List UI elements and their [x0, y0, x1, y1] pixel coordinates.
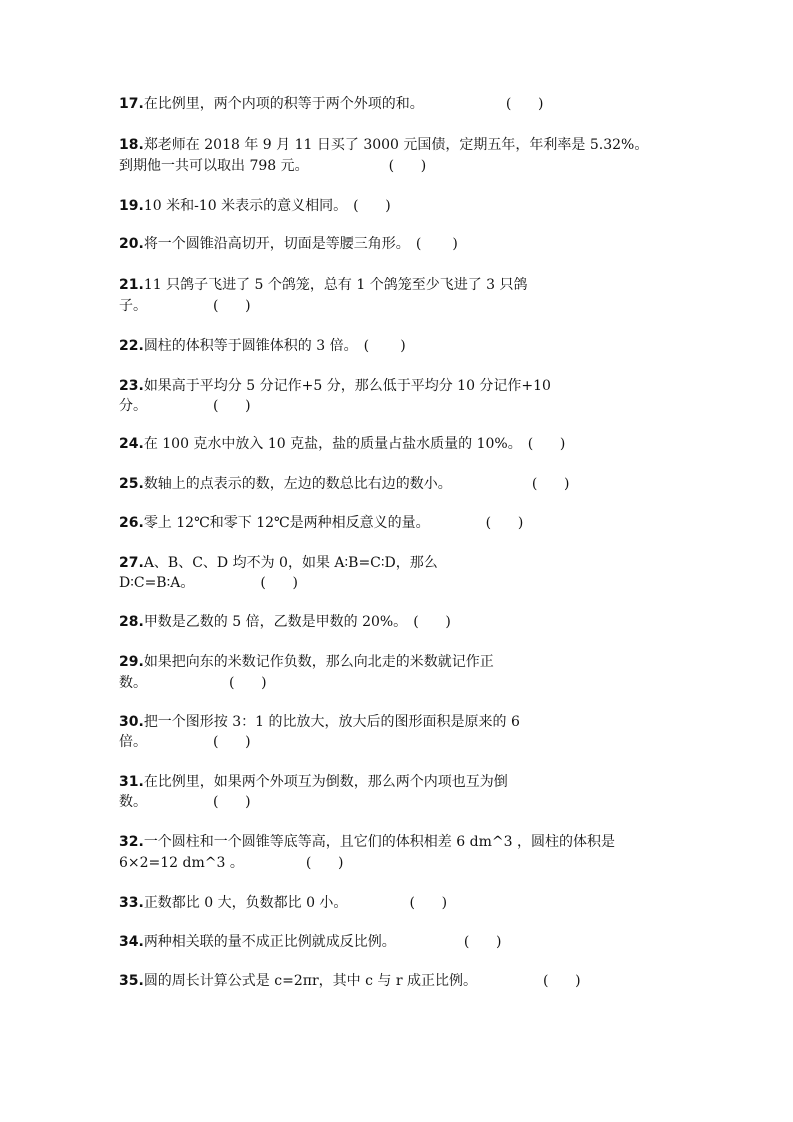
- question-number: 26.: [119, 515, 144, 531]
- answer-blank[interactable]: ( ): [413, 614, 451, 630]
- question-18: [119, 135, 648, 156]
- answer-blank[interactable]: ( ): [463, 934, 502, 950]
- question-26: [119, 513, 523, 534]
- question-number: 28.: [119, 614, 144, 630]
- question-text: 如果把向东的米数记作负数，那么向北走的米数就记作正: [143, 654, 494, 670]
- question-34: [119, 932, 501, 953]
- question-text: 把一个图形按 3：1 的比放大，放大后的图形面积是原来的 6: [143, 714, 520, 730]
- question-number: 21.: [119, 277, 144, 293]
- question-text: 倍。: [119, 734, 147, 750]
- question-number: 19.: [119, 198, 144, 214]
- answer-blank[interactable]: ( ): [213, 794, 251, 810]
- answer-blank[interactable]: ( ): [485, 515, 524, 531]
- answer-blank[interactable]: ( ): [229, 675, 267, 691]
- question-21: [119, 275, 528, 296]
- question-number: 34.: [119, 934, 144, 950]
- answer-blank[interactable]: ( ): [527, 436, 566, 452]
- question-29-line-2: [119, 673, 267, 694]
- answer-blank[interactable]: ( ): [260, 575, 298, 591]
- question-number: 25.: [119, 476, 144, 492]
- question-number: 22.: [119, 338, 144, 354]
- answer-blank[interactable]: ( ): [531, 476, 570, 492]
- question-text: 数。: [119, 794, 147, 810]
- question-35: [119, 971, 581, 992]
- question-28: [119, 612, 451, 633]
- question-text: D∶C=B∶A。: [119, 575, 195, 591]
- question-text: 子。: [119, 298, 147, 314]
- question-text: 在 100 克水中放入 10 克盐，盐的质量占盐水质量的 10%。: [143, 436, 522, 452]
- question-32: [119, 832, 615, 853]
- question-25: [119, 474, 569, 495]
- question-21-line-2: [119, 296, 251, 317]
- question-text: 数轴上的点表示的数，左边的数总比右边的数小。: [143, 476, 452, 492]
- question-text: 将一个圆锥沿高切开，切面是等腰三角形。: [143, 236, 410, 252]
- question-text: 圆的周长计算公式是 c=2πr，其中 c 与 r 成正比例。: [143, 973, 477, 989]
- question-number: 23.: [119, 378, 144, 394]
- question-22: [119, 336, 406, 357]
- question-text: 正数都比 0 大，负数都比 0 小。: [143, 895, 348, 911]
- answer-blank[interactable]: ( ): [542, 973, 581, 989]
- question-number: 24.: [119, 436, 144, 452]
- question-text: 到期他一共可以取出 798 元。: [119, 158, 309, 174]
- question-number: 33.: [119, 895, 144, 911]
- question-text: 数。: [119, 675, 147, 691]
- question-number: 20.: [119, 236, 144, 252]
- question-number: 18.: [119, 137, 144, 153]
- question-number: 27.: [119, 555, 144, 571]
- question-17: [119, 94, 543, 115]
- question-31-line-2: [119, 792, 251, 813]
- question-30: [119, 712, 520, 733]
- question-text: 如果高于平均分 5 分记作+5 分，那么低于平均分 10 分记作+10: [143, 378, 551, 394]
- question-23-line-2: [119, 396, 251, 417]
- question-27: [119, 553, 438, 574]
- answer-blank[interactable]: ( ): [213, 398, 251, 414]
- question-text: 圆柱的体积等于圆锥体积的 3 倍。: [143, 338, 358, 354]
- answer-blank[interactable]: ( ): [213, 734, 251, 750]
- question-29: [119, 652, 494, 673]
- question-31: [119, 772, 508, 793]
- question-text: 10 米和-10 米表示的意义相同。: [143, 198, 348, 214]
- question-text: 甲数是乙数的 5 倍，乙数是甲数的 20%。: [143, 614, 408, 630]
- question-text: 零上 12℃和零下 12℃是两种相反意义的量。: [143, 515, 430, 531]
- question-text: 11 只鸽子飞进了 5 个鸽笼，总有 1 个鸽笼至少飞进了 3 只鸽: [143, 277, 528, 293]
- answer-blank[interactable]: ( ): [213, 298, 251, 314]
- question-32-line-2: [119, 853, 344, 874]
- question-text: A、B、C、D 均不为 0，如果 A∶B=C∶D，那么: [143, 555, 438, 571]
- question-text: 6×2=12 dm^3 。: [119, 855, 244, 871]
- question-number: 32.: [119, 834, 144, 850]
- question-19: [119, 196, 391, 217]
- question-text: 一个圆柱和一个圆锥等底等高，且它们的体积相差 6 dm^3 ，圆柱的体积是: [143, 834, 615, 850]
- question-number: 31.: [119, 774, 144, 790]
- answer-blank[interactable]: ( ): [409, 895, 448, 911]
- question-20: [119, 234, 458, 255]
- question-text: 两种相关联的量不成正比例就成反比例。: [143, 934, 396, 950]
- question-text: 在比例里，如果两个外项互为倒数，那么两个内项也互为倒: [143, 774, 508, 790]
- answer-blank[interactable]: ( ): [363, 338, 406, 354]
- answer-blank[interactable]: ( ): [415, 236, 458, 252]
- question-number: 30.: [119, 714, 144, 730]
- answer-blank[interactable]: ( ): [305, 855, 344, 871]
- question-27-line-2: [119, 573, 298, 594]
- question-text: 在比例里，两个内项的积等于两个外项的和。: [143, 96, 424, 112]
- question-33: [119, 893, 447, 914]
- question-number: 35.: [119, 973, 144, 989]
- answer-blank[interactable]: ( ): [388, 158, 427, 174]
- question-18-line-2: [119, 156, 426, 177]
- question-text: 郑老师在 2018 年 9 月 11 日买了 3000 元国债，定期五年，年利率是 5.32%。: [143, 137, 649, 153]
- question-30-line-2: [119, 732, 251, 753]
- answer-blank[interactable]: ( ): [505, 96, 544, 112]
- answer-blank[interactable]: ( ): [353, 198, 391, 214]
- question-text: 分。: [119, 398, 147, 414]
- question-24: [119, 434, 565, 455]
- question-number: 17.: [119, 96, 144, 112]
- question-number: 29.: [119, 654, 144, 670]
- question-23: [119, 376, 551, 397]
